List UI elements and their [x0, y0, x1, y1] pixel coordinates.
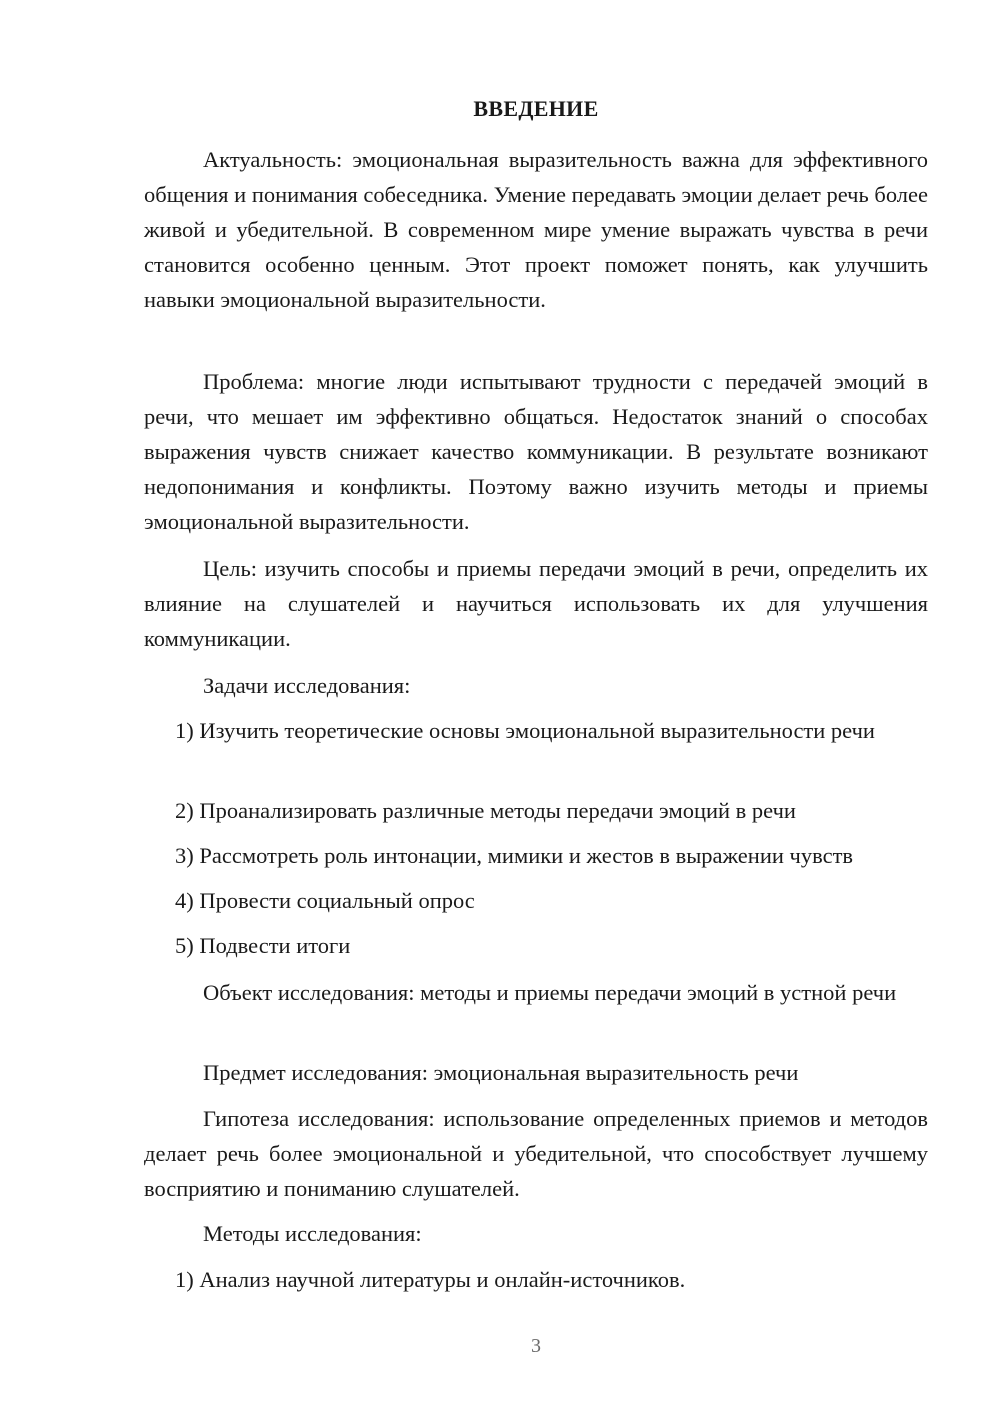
page-number: 3 [531, 1335, 541, 1357]
task-item-4: 4) Провести социальный опрос [175, 888, 475, 913]
relevance-paragraph: Актуальность: эмоциональная выразительность важна для эффективного общения и понимания собеседника. Умение передавать эмоции делает речь более живой и убедительной. В современном мире умение выражать чувства в речи становится особенно ценным. Этот проект поможет понять, как улучшить навыки эмоциональной выразительности. [144, 147, 928, 312]
task-item-3: 3) Рассмотреть роль интонации, мимики и жестов в выражении чувств [175, 843, 854, 868]
hypothesis-paragraph: Гипотеза исследования: использование определенных приемов и методов делает речь более эмоциональной и убедительной, что способствует лучшему восприятию и пониманию слушателей. [144, 1106, 928, 1201]
task-item-5: 5) Подвести итоги [175, 933, 351, 958]
task-item-2: 2) Проанализировать различные методы передачи эмоций в речи [175, 798, 796, 823]
methods-heading: Методы исследования: [203, 1221, 422, 1246]
method-item-1: 1) Анализ научной литературы и онлайн-источников. [175, 1267, 686, 1292]
goal-paragraph: Цель: изучить способы и приемы передачи эмоций в речи, определить их влияние на слушателей и научиться использовать их для улучшения коммуникации. [144, 556, 928, 651]
task-item-1: 1) Изучить теоретические основы эмоциональной выразительности речи [175, 718, 875, 743]
subject-paragraph: Предмет исследования: эмоциональная выразительность речи [203, 1060, 799, 1085]
object-paragraph: Объект исследования: методы и приемы передачи эмоций в устной речи [203, 980, 897, 1005]
problem-paragraph: Проблема: многие люди испытывают трудности с передачей эмоций в речи, что мешает им эффективно общаться. Недостаток знаний о способах выражения чувств снижает качество коммуникации. В результате возникают недопонимания и конфликты. Поэтому важно изучить методы и приемы эмоциональной выразительности. [144, 369, 928, 534]
section-title: ВВЕДЕНИЕ [473, 96, 599, 121]
tasks-heading: Задачи исследования: [203, 673, 411, 698]
